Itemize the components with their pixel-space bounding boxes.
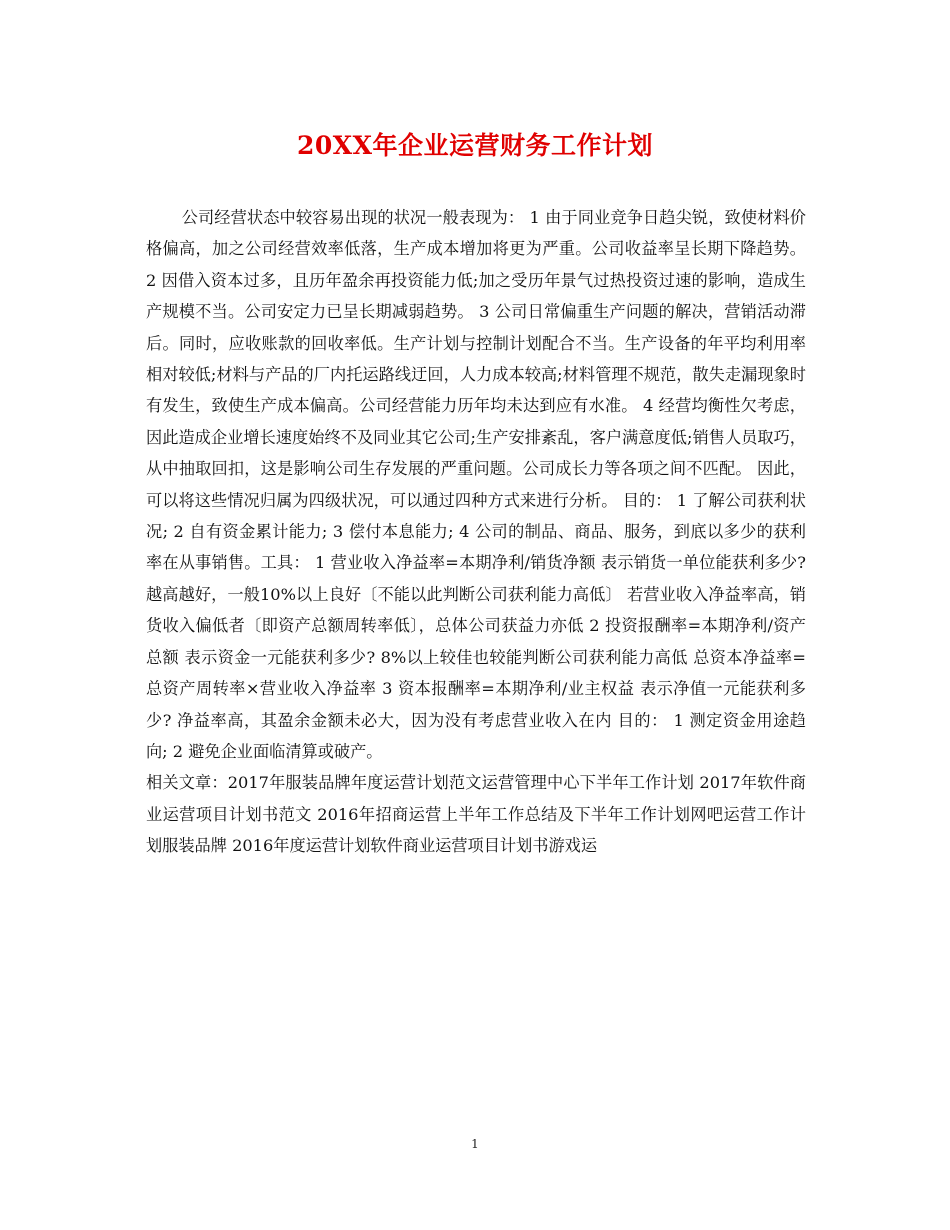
related-articles-paragraph: 相关文章：2017年服装品牌年度运营计划范文运营管理中心下半年工作计划 2017年软件商业运营项目计划书范文 2016年招商运营上半年工作总结及下半年工作计划网吧运营工作计划服装品牌 2016年度运营计划软件商业运营项目计划书游戏运 [146, 773, 806, 856]
page-number: 1 [471, 1137, 479, 1151]
document-body [146, 202, 806, 862]
body-paragraph: 公司经营状态中较容易出现的状况一般表现为： 1 由于同业竞争日趋尖锐，致使材料价格偏高，加之公司经营效率低落，生产成本增加将更为严重。公司收益率呈长期下降趋势。 2 因借入资本过多，且历年盈余再投资能力低;加之受历年景气过热投资过速的影响，造成生产规模不当。公司安定力已呈长期减弱趋势。 3 公司日常偏重生产问题的解决，营销活动滞后。同时，应收账款的回收率低。生产计划与控制计划配合不当。生产设备的年平均利用率相对较低;材料与产品的厂内托运路线迂回，人力成本较高;材料管理不规范，散失走漏现象时有发生，致使生产成本偏高。公司经营能力历年均未达到应有水准。 4 经营均衡性欠考虑，因此造成企业增长速度始终不及同业其它公司;生产安排紊乱，客户满意度低;销售人员取巧，从中抽取回扣，这是影响公司生存发展的严重问题。公司成长力等各项之间不匹配。 因此，可以将这些情况归属为四级状况，可以通过四种方式来进行分析。 目的： 1 了解公司获利状况; 2 自有资金累计能力; 3 偿付本息能力; 4 公司的制品、商品、服务，到底以多少的获利率在从事销售。工具： 1 营业收入净益率=本期净利/销货净额 表示销货一单位能获利多少?越高越好，一般10%以上良好〔不能以此判断公司获利能力高低〕 若营业收入净益率高，销货收入偏低者〔即资产总额周转率低〕，总体公司获益力亦低 2 投资报酬率=本期净利/资产总额 表示资金一元能获利多少? 8%以上较佳也较能判断公司获利能力高低 总资本净益率=总资产周转率×营业收入净益率 3 资本报酬率=本期净利/业主权益 表示净值一元能获利多少? 净益率高，其盈余金额未必大，因为没有考虑营业收入在内 目的： 1 测定资金用途趋向; 2 避免企业面临清算或破产。 [146, 208, 806, 761]
document-title: 20XX年企业运营财务工作计划 [296, 131, 654, 160]
